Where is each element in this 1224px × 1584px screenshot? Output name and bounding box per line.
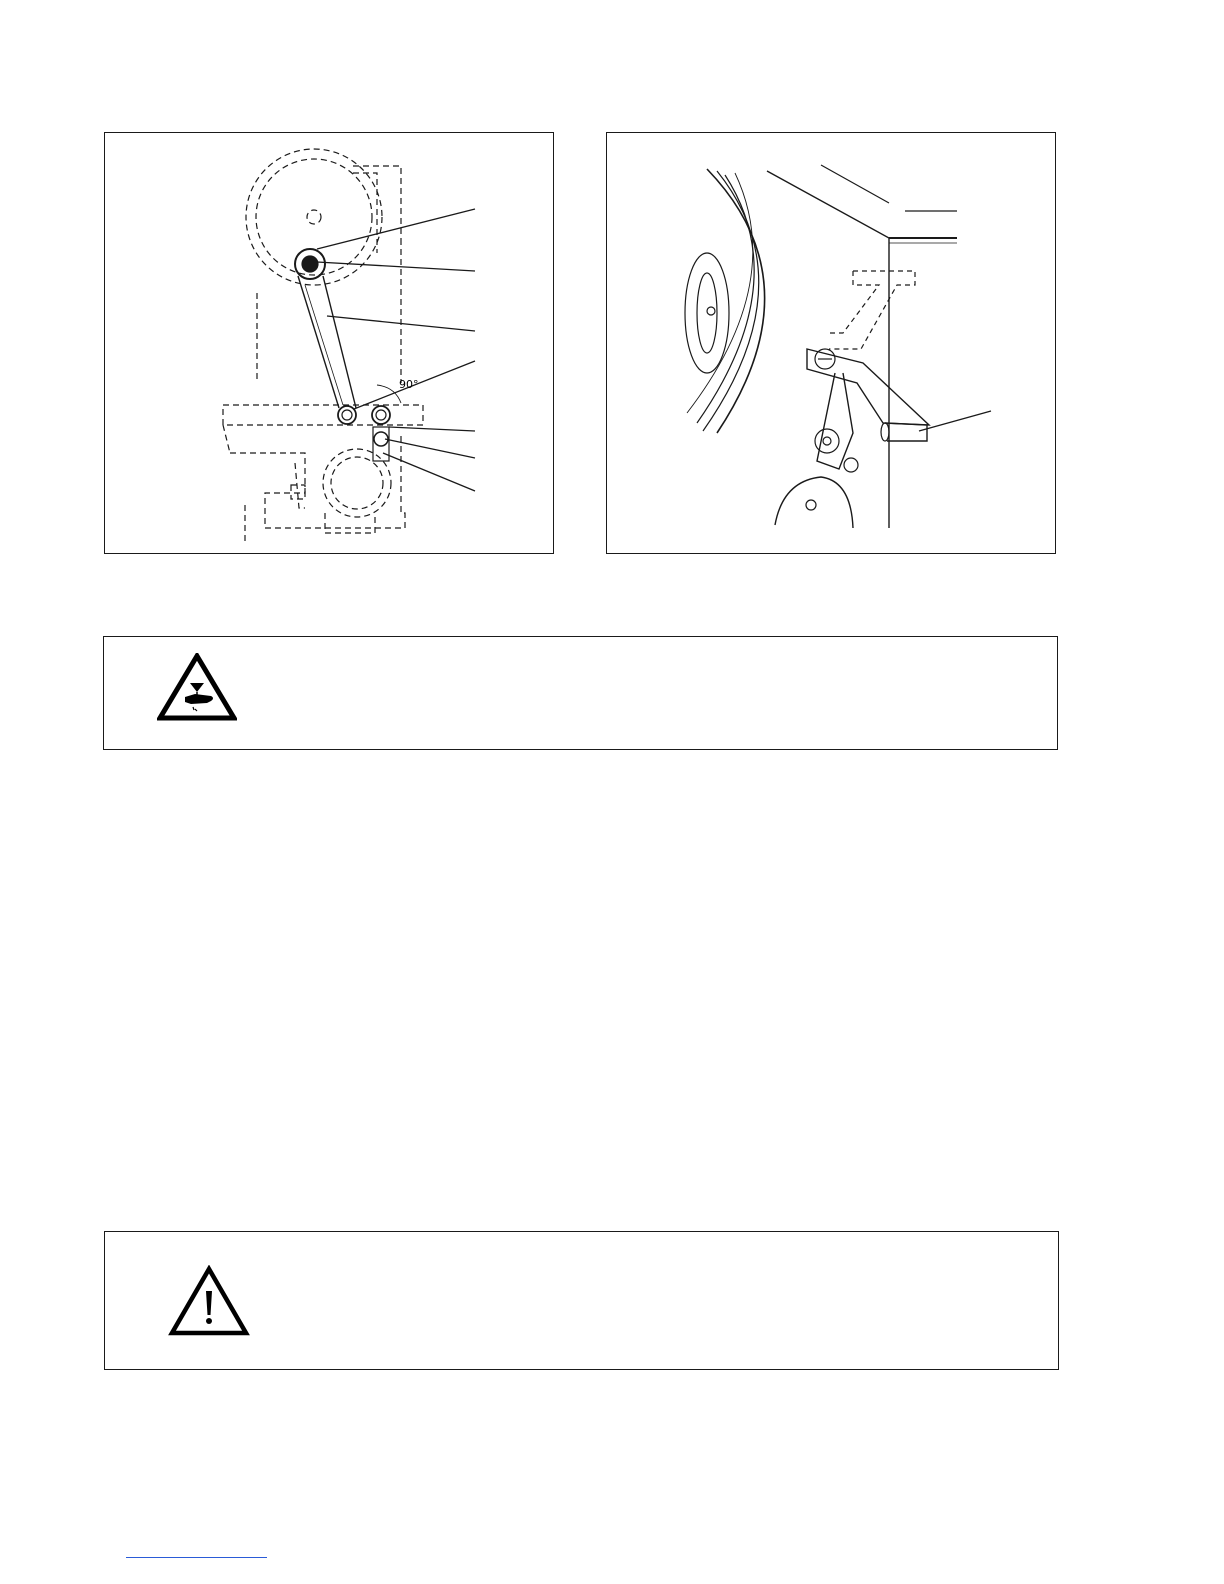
- exclamation-warning-icon: [168, 1265, 250, 1337]
- arm-nut: [844, 458, 858, 472]
- arm-pivot: [815, 429, 839, 453]
- figure-linkage-diagram: [104, 132, 554, 554]
- footer-rule: [126, 1557, 267, 1558]
- lower-joint-left: [338, 406, 356, 424]
- lower-disc: [775, 477, 853, 528]
- figure-lever-diagram: [606, 132, 1056, 554]
- base-outline: [223, 405, 423, 543]
- caution-note-box: [103, 636, 1058, 750]
- warning-note-box: [104, 1231, 1059, 1370]
- angle-label: 90°: [399, 378, 419, 391]
- connecting-rod: [298, 276, 339, 408]
- lever-body: [807, 349, 929, 425]
- angle-arc: [377, 385, 401, 403]
- lower-joint-right: [372, 406, 390, 424]
- crank-hub-center: [302, 256, 318, 272]
- hub-screw: [707, 307, 715, 315]
- linkage-drawing: [105, 133, 555, 555]
- lever-drawing: [607, 133, 1057, 555]
- leader-lines: [317, 209, 475, 491]
- lever-arm: [817, 373, 853, 469]
- hand-crush-warning-icon: [157, 653, 237, 721]
- leader-line: [919, 411, 991, 431]
- cam-outline: [829, 271, 915, 349]
- lever-pin: [885, 423, 927, 441]
